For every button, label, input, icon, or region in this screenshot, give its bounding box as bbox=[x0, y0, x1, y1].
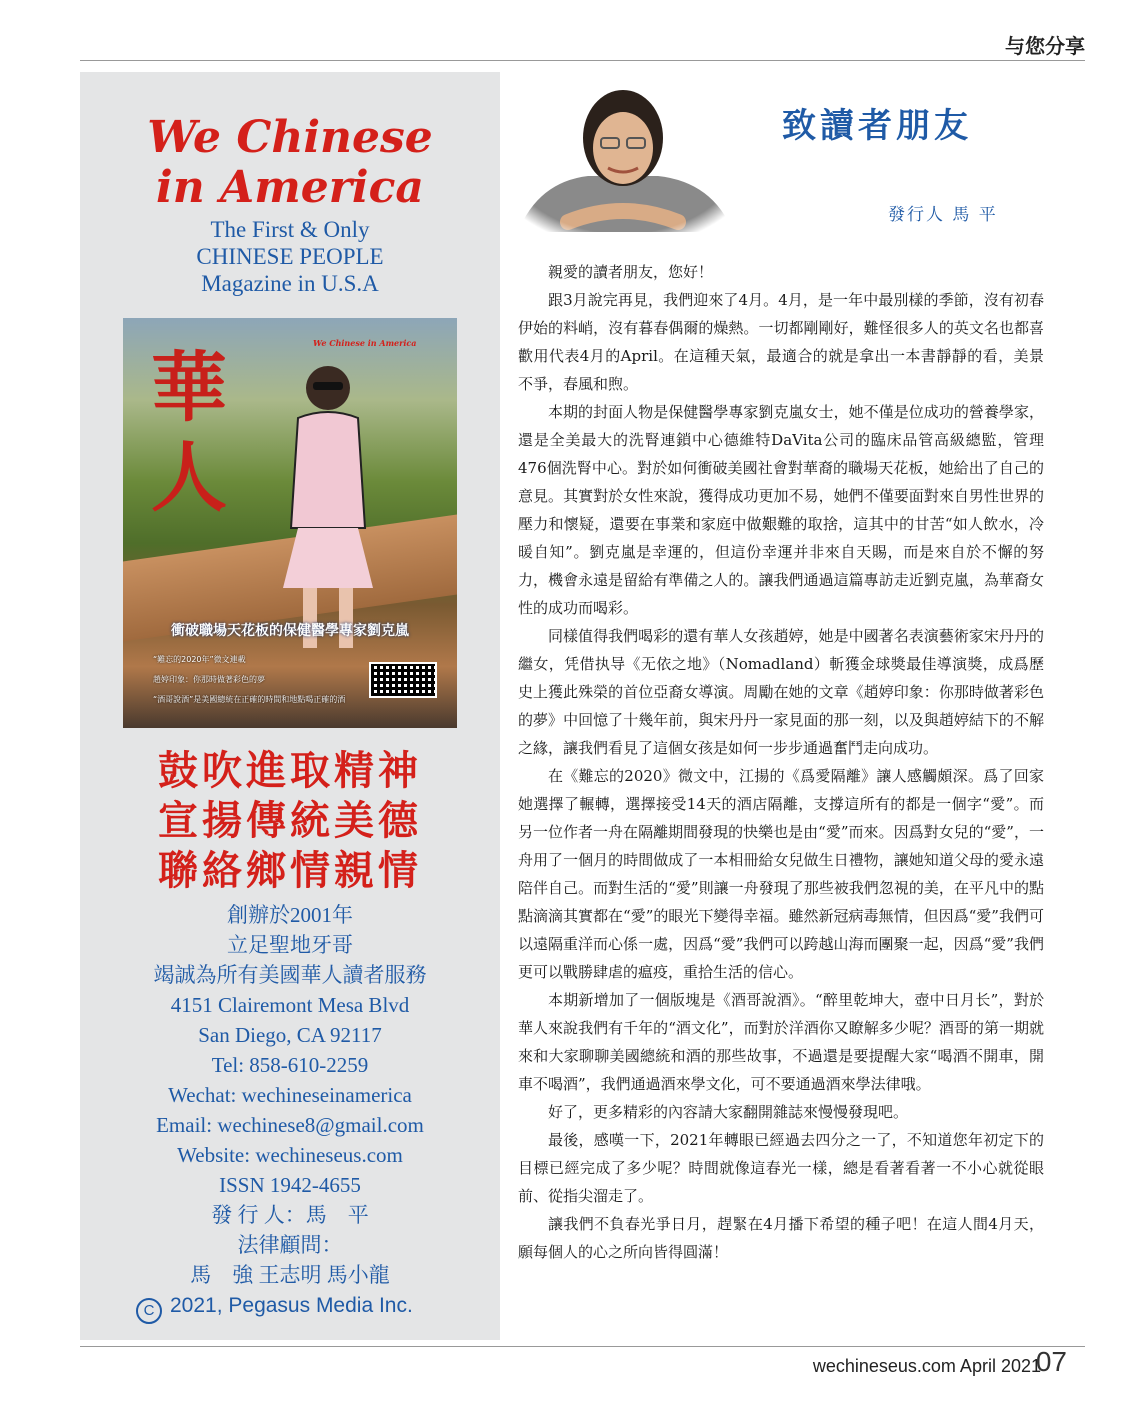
copyright-text: 2021, Pegasus Media Inc. bbox=[170, 1294, 413, 1317]
page-number: 07 bbox=[1035, 1346, 1067, 1377]
article-paragraph: 本期新增加了一個版塊是《酒哥說酒》。“醉里乾坤大，壺中日月长”，對於華人來說我們有千年的“酒文化”，而對於洋酒你又瞭解多少呢？酒哥的第一期就來和大家聊聊美國總統和酒的那些故事，不過還是要提醒大家“喝酒不開車，開車不喝酒”，我們通過酒來學文化，可不要通過酒來學法律哦。 bbox=[518, 991, 1044, 1093]
info-location: 立足聖地牙哥 bbox=[227, 933, 353, 957]
cover-title: We Chinese in America bbox=[313, 338, 417, 348]
cover-char-2: 人 bbox=[151, 433, 227, 522]
article-paragraph: 親愛的讀者朋友，您好！ bbox=[548, 263, 714, 281]
article-paragraph: 本期的封面人物是保健醫學專家劉克嵐女士，她不僅是位成功的營養學家，還是全美最大的洗腎連鎖中心德維特DaVita公司的臨床品管高級總監，管理476個洗腎中心。對於如何衝破美國社會對華裔的職場天花板，她給出了自己的意見。其實對於女性來說，獲得成功更加不易，她們不僅要面對來自男性世界的壓力和懷疑，還要在事業和家庭中做艱難的取捨，這其中的甘苦“如人飲水，冷暖自知”。劉克嵐是幸運的，但這份幸運并非來自天賜，而是來自於不懈的努力，機會永遠是留給有準備之人的。讓我們通過這篇專訪走近劉克嵐，為華裔女性的成功而喝彩。 bbox=[518, 403, 1044, 617]
slogan-line1: 鼓吹進取精神 bbox=[158, 747, 422, 794]
info-tel: Tel: 858-610-2259 bbox=[211, 1053, 369, 1077]
article-paragraph: 在《難忘的2020》微文中，江揚的《爲愛隔離》讓人感觸頗深。爲了回家她選擇了輾轉，選擇接受14天的酒店隔離，支撐這所有的都是一個字“愛”。而另一位作者一舟在隔離期間發現的快樂也是由“愛”而來。因爲對女兒的“愛”，一舟用了一個月的時間做成了一本相冊給女兒做生日禮物，讓她知道父母的愛永遠陪伴自己。而對生活的“愛”則讓一舟發現了那些被我們忽視的美，在平凡中的點點滴滴其實都在“愛”的眼光下變得幸福。雖然新冠病毒無情，但因爲“愛”我們可以遠隔重洋而心係一處，因爲“愛”我們可以跨越山海而團聚一起，因爲“愛”我們更可以戰勝肆虐的瘟疫，重拾生活的信心。 bbox=[518, 767, 1044, 981]
article-paragraph: 好了，更多精彩的內容請大家翻開雜誌來慢慢發現吧。 bbox=[548, 1103, 909, 1121]
footer-site-date: wechineseus.com April 2021 bbox=[812, 1356, 1041, 1376]
copyright-icon: C bbox=[136, 1298, 162, 1324]
article-paragraph: 跟3月說完再見，我們迎來了4月。4月，是一年中最別樣的季節，沒有初春伊始的料峭，沒有暮春偶爾的燥熱。一切都剛剛好，難怪很多人的英文名也都喜歡用代表4月的April。在這種天氣，最適合的就是拿出一本書靜靜的看，美景不爭，春風和煦。 bbox=[518, 291, 1044, 393]
article-paragraph: 讓我們不負春光爭日月，趕緊在4月播下希望的種子吧！在這人間4月天，願每個人的心之所向皆得圓滿！ bbox=[518, 1215, 1044, 1261]
info-website: Website: wechineseus.com bbox=[177, 1143, 403, 1167]
info-founded: 創辦於2001年 bbox=[227, 903, 353, 927]
info-wechat: Wechat: wechineseinamerica bbox=[168, 1083, 412, 1107]
info-city: San Diego, CA 92117 bbox=[198, 1023, 382, 1047]
slogan-line2: 宣揚傳統美德 bbox=[158, 797, 422, 844]
info-address: 4151 Clairemont Mesa Blvd bbox=[170, 993, 410, 1017]
article-body bbox=[518, 258, 1044, 1266]
cover-line-2: 趙婷印象：你那時做著彩色的夢 bbox=[153, 675, 265, 684]
cover-char-1: 華 bbox=[151, 343, 227, 432]
cover-line-3: “酒哥說酒”是美國總統在正確的時間和地點喝正確的酒 bbox=[153, 695, 346, 704]
tagline-line1: The First & Only bbox=[210, 217, 370, 242]
info-service: 竭誠為所有美國華人讀者服務 bbox=[153, 963, 427, 987]
qr-code-icon bbox=[369, 662, 437, 698]
info-email: Email: wechinese8@gmail.com bbox=[156, 1113, 424, 1137]
cover-caption: 衝破職場天花板的保健醫學專家劉克嵐 bbox=[171, 623, 409, 639]
cover-person-illustration bbox=[273, 358, 383, 658]
section-label: 与您分享 bbox=[1005, 34, 1085, 58]
info-issn: ISSN 1942-4655 bbox=[219, 1173, 361, 1197]
brand-logo-line1: We Chinese bbox=[147, 112, 433, 163]
info-legal-title: 法律顧問： bbox=[237, 1233, 343, 1257]
copyright bbox=[136, 1294, 476, 1324]
bottom-divider bbox=[80, 1346, 1085, 1347]
magazine-cover-image bbox=[123, 318, 457, 728]
top-divider bbox=[80, 60, 1085, 61]
tagline-line3: Magazine in U.S.A bbox=[201, 271, 379, 296]
slogan-line3: 聯絡鄉情親情 bbox=[158, 847, 422, 894]
info-publisher: 發 行 人：馬 平 bbox=[211, 1203, 369, 1227]
brand-logo-line2: in America bbox=[156, 162, 424, 213]
info-legal-names: 馬 強 王志明 馬小龍 bbox=[190, 1263, 390, 1287]
article-heading: 致讀者朋友 bbox=[782, 106, 972, 146]
cover-line-1: “難忘的2020年”微文連載 bbox=[153, 655, 246, 664]
sidebar bbox=[80, 72, 500, 1340]
article-paragraph: 同樣值得我們喝彩的還有華人女孩趙婷，她是中國著名表演藝術家宋丹丹的繼女，凭借执导《无依之地》（Nomadland）斬獲金球獎最佳導演獎，成爲歷史上獲此殊榮的首位亞裔女導演。周勵在她的文章《趙婷印象：你那時做著彩色的夢》中回憶了十幾年前，與宋丹丹一家見面的那一刻，以及與趙婷結下的不解之緣，讓我們看見了這個女孩是如何一步步通過奮鬥走向成功。 bbox=[518, 627, 1044, 757]
article-paragraph: 最後，感嘆一下，2021年轉眼已經過去四分之一了，不知道您年初定下的目標已經完成了多少呢？時間就像這春光一樣，總是看著看著一不小心就從眼前、從指尖溜走了。 bbox=[518, 1131, 1044, 1205]
article-byline: 發行人 馬 平 bbox=[888, 205, 998, 225]
author-photo bbox=[508, 72, 738, 232]
tagline-line2: CHINESE PEOPLE bbox=[196, 244, 384, 269]
